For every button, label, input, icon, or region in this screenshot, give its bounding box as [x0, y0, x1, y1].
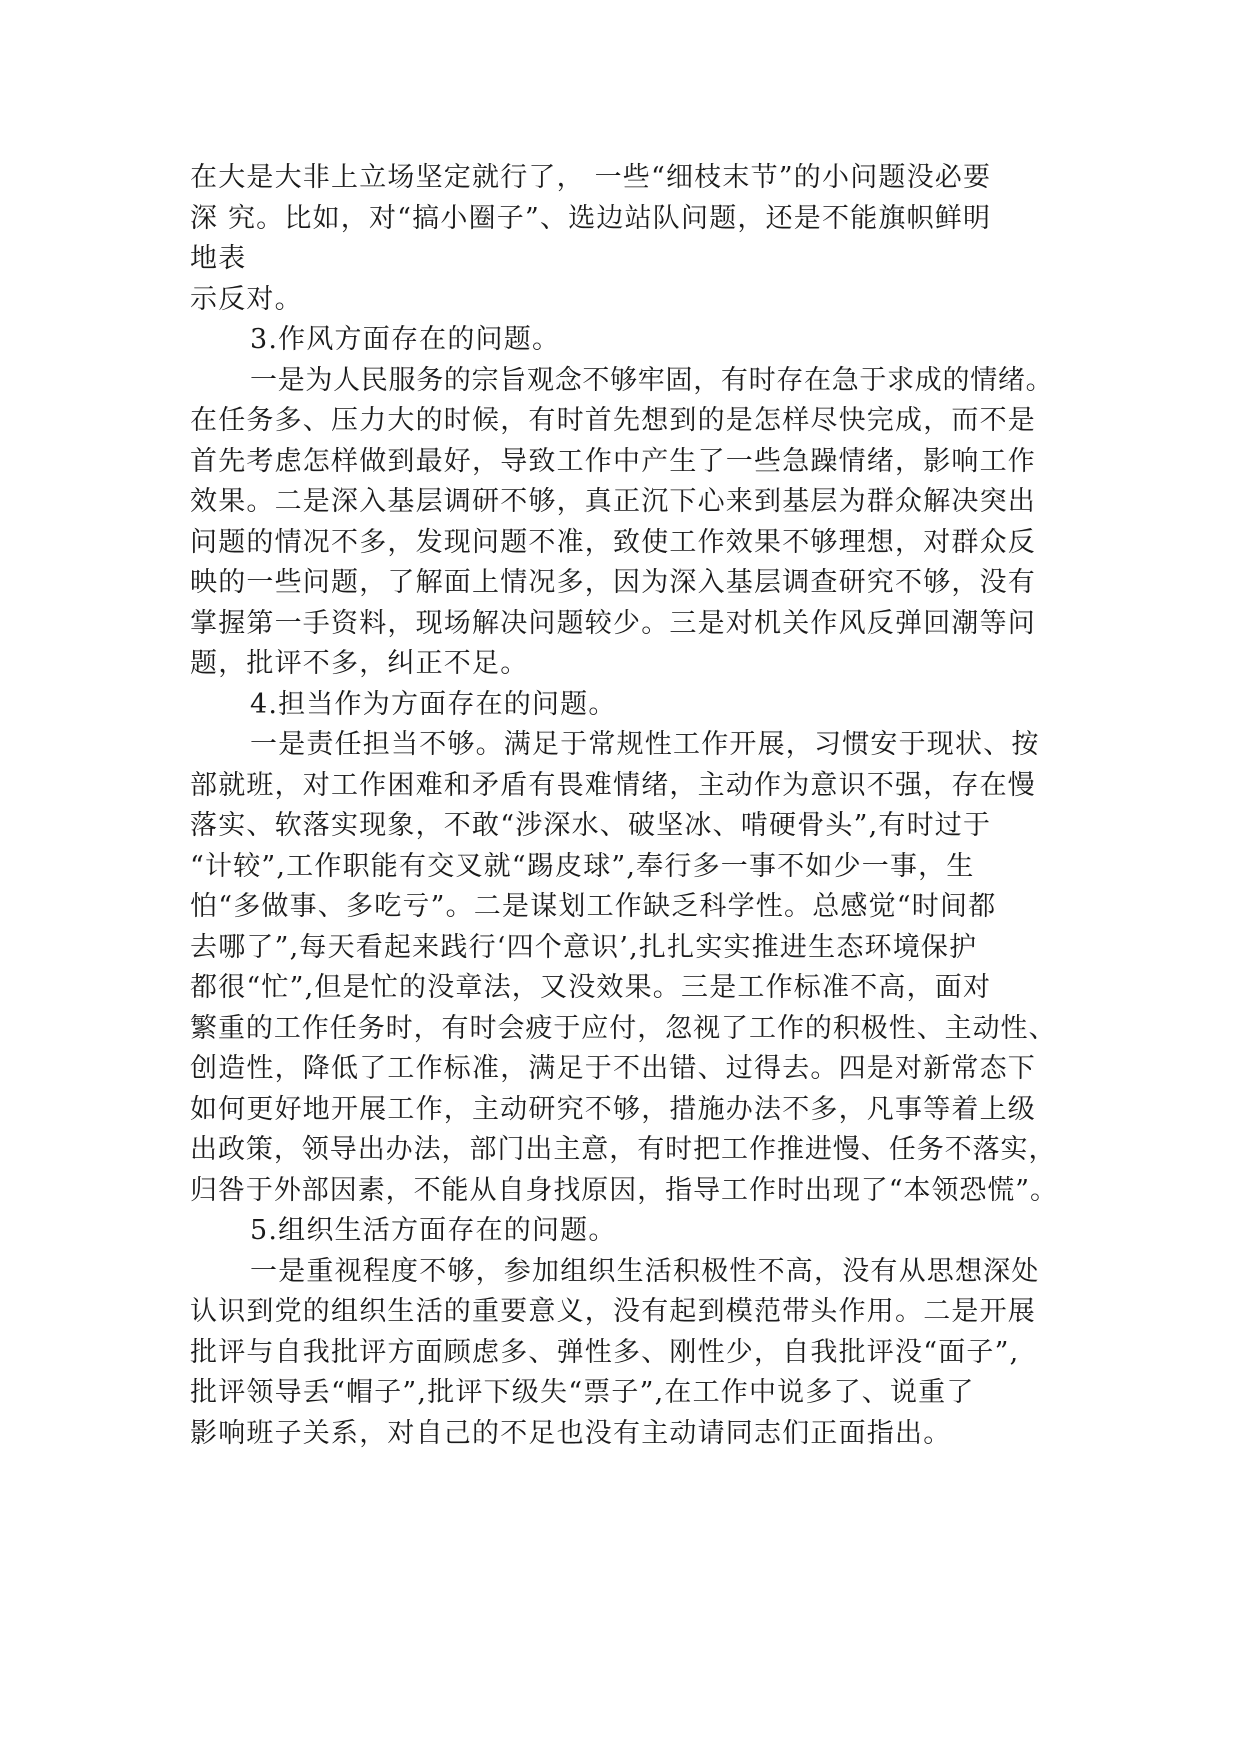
text-line: 效果。二是深入基层调研不够，真正沉下心来到基层为群众解决突出: [190, 486, 1036, 517]
text-line: 如何更好地开展工作，主动研究不够，措施办法不多，凡事等着上级: [190, 1093, 1036, 1125]
text-line: 认识到党的组织生活的重要意义，没有起到模范带头作用。二是开展: [190, 1296, 1036, 1327]
text-line: 落实、软落实现象，不敢“涉深水、破坚冰、啃硬骨头”,有时过于: [190, 810, 992, 841]
text-line: 深 究。比如，对“搞小圈子”、选边站队问题，还是不能旗帜鲜明: [190, 202, 992, 234]
text-line: 怕“多做事、多吃亏”。二是谋划工作缺乏科学性。总感觉“时间都: [190, 891, 997, 922]
text-line: 批评领导丢“帽子”,批评下级失“票子”,在工作中说多了、说重了: [190, 1377, 975, 1408]
text-line: 影响班子关系，对自己的不足也没有主动请同志们正面指出。: [190, 1417, 952, 1449]
text-line: 一是为人民服务的宗旨观念不够牢固，有时存在急于求成的情绪。: [250, 364, 1054, 396]
text-line: 3.作风方面存在的问题。: [250, 324, 561, 355]
text-line: 出政策，领导出办法，部门出主意，有时把工作推进慢、任务不落实，: [190, 1134, 1057, 1165]
text-line: 归咎于外部因素，不能从自身找原因，指导工作时出现了“本领恐慌”。: [190, 1174, 1059, 1206]
text-line: 一是责任担当不够。满足于常规性工作开展，习惯安于现状、按: [250, 729, 1040, 760]
text-line: 一是重视程度不够，参加组织生活积极性不高，没有从思想深处: [250, 1255, 1040, 1287]
text-line: 繁重的工作任务时，有时会疲于应付，忽视了工作的积极性、主动性、: [190, 1012, 1057, 1044]
text-line: 5.组织生活方面存在的问题。: [250, 1215, 617, 1246]
text-line: 题，批评不多，纠正不足。: [190, 648, 529, 679]
text-line: 地表: [190, 243, 247, 274]
text-line: 映的一些问题，了解面上情况多，因为深入基层调查研究不够，没有: [190, 567, 1036, 598]
text-line: 去哪了”,每天看起来践行‘四个意识’,扎扎实实推进生态环境保护: [190, 931, 978, 963]
text-line: 示反对。: [190, 283, 303, 315]
text-line: “计较”,工作职能有交叉就“踢皮球”,奉行多一事不如少一事，生: [190, 850, 975, 882]
text-line: 4.担当作为方面存在的问题。: [250, 688, 617, 720]
text-line: 批评与自我批评方面顾虑多、弹性多、刚性少，自我批评没“面子”,: [190, 1336, 1020, 1368]
text-line: 问题的情况不多，发现问题不准，致使工作效果不够理想，对群众反: [190, 526, 1036, 558]
text-line: 在大是大非上立场坚定就行了， 一些“细枝末节”的小问题没必要: [190, 162, 992, 193]
text-line: 部就班，对工作困难和矛盾有畏难情绪，主动作为意识不强，存在慢: [190, 769, 1036, 801]
text-line: 都很“忙”,但是忙的没章法，又没效果。三是工作标准不高，面对: [190, 972, 992, 1003]
document-body: [190, 158, 1060, 1454]
text-line: 掌握第一手资料，现场解决问题较少。三是对机关作风反弹回潮等问: [190, 607, 1036, 639]
text-line: 创造性，降低了工作标准，满足于不出错、过得去。四是对新常态下: [190, 1053, 1036, 1084]
text-line: 在任务多、压力大的时候，有时首先想到的是怎样尽快完成，而不是: [190, 405, 1036, 436]
text-line: 首先考虑怎样做到最好，导致工作中产生了一些急躁情绪，影响工作: [190, 445, 1036, 477]
